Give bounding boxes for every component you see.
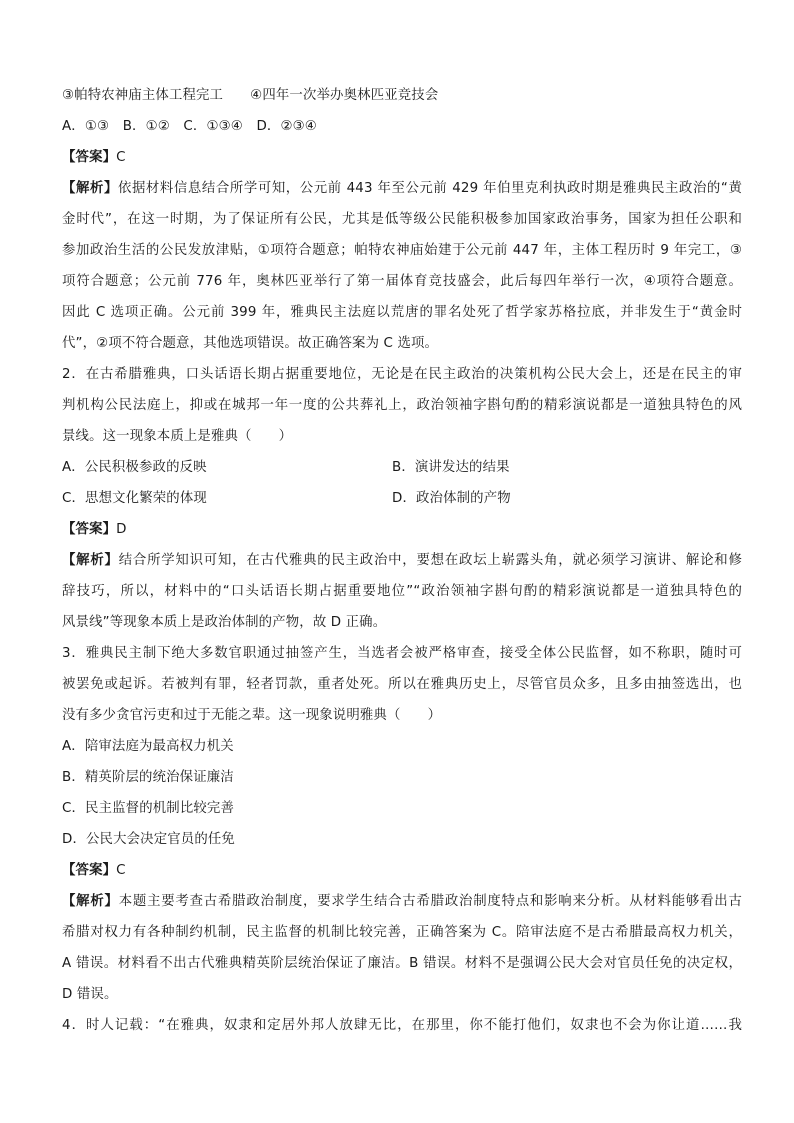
q1-answer — [62, 149, 742, 167]
q2-option-d: D．政治体制的产物 — [392, 491, 511, 506]
q2-option-c: C．思想文化繁荣的体现 — [62, 491, 207, 506]
answer-value: C — [116, 863, 126, 878]
q3-option-a: A．陪审法庭为最高权力机关 — [62, 739, 234, 754]
q2-options-row-1 — [62, 459, 742, 477]
q1-options-line: ③帕特农神庙主体工程完工 ④四年一次举办奥林匹亚竞技会 — [62, 88, 439, 103]
q2-analysis-line-2: 辞技巧，所以，材料中的“口头话语长期占据重要地位”“政治领袖字斟句酌的精彩演说都是一道独具特色的 — [62, 584, 742, 599]
q3-stem-line-3: 没有多少贪官污吏和过于无能之辈。这一现象说明雅典（ ） — [62, 708, 442, 723]
q1-analysis-line-6: 代”，②项不符合题意，其他选项错误。故正确答案为 C 选项。 — [62, 336, 439, 351]
q4-stem-line-1: 4．时人记载：“在雅典，奴隶和定居外邦人放肆无比，在那里，你不能打他们，奴隶也不会为你让道……我 — [62, 1018, 742, 1033]
answer-value: C — [116, 150, 126, 165]
q2-stem-line-2: 判机构公民法庭上，抑或在城邦一年一度的公共葬礼上，政治领袖字斟句酌的精彩演说都是一道独具特色的风 — [62, 398, 742, 413]
q1-analysis-line-5: 因此 C 选项正确。公元前 399 年，雅典民主法庭以荒唐的罪名处死了哲学家苏格拉底，并非发生于“黄金时 — [62, 305, 742, 320]
q3-stem-line-2: 被罢免或起诉。若被判有罪，轻者罚款，重者处死。所以在雅典历史上，尽管官员众多，且多由抽签选出，也 — [62, 677, 742, 692]
q3-option-c: C．民主监督的机制比较完善 — [62, 801, 234, 816]
q2-stem-line-3: 景线。这一现象本质上是雅典（ ） — [62, 429, 293, 444]
q3-option-d: D．公民大会决定官员的任免 — [62, 832, 235, 847]
q2-analysis-line-1: 【解析】结合所学知识可知，在古代雅典的民主政治中，要想在政坛上崭露头角，就必须学习演讲、解论和修 — [62, 553, 742, 568]
analysis-tag: 【解析】 — [62, 894, 119, 909]
q3-answer — [62, 862, 742, 880]
q3-analysis-line-4: D 错误。 — [62, 987, 118, 1002]
q1-analysis-line-3: 参加政治生活的公民发放津贴，①项符合题意；帕特农神庙始建于公元前 447 年，主体工程历时 9 年完工，③ — [62, 243, 742, 258]
q2-answer — [62, 521, 742, 539]
q2-options-row-2 — [62, 490, 742, 508]
q1-analysis-line-4: 项符合题意；公元前 776 年，奥林匹亚举行了第一届体育竞技盛会，此后每四年举行一次，④项符合题意。 — [62, 274, 742, 289]
analysis-tag: 【解析】 — [62, 553, 119, 568]
q2-stem-line-1: 2．在古希腊雅典，口头话语长期占据重要地位，无论是在民主政治的决策机构公民大会上，还是在民主的审 — [62, 367, 742, 382]
q2-option-b: B．演讲发达的结果 — [392, 460, 510, 475]
answer-tag: 【答案】 — [62, 863, 117, 878]
q2-analysis-line-3: 风景线”等现象本质上是政治体制的产物，故 D 正确。 — [62, 615, 387, 630]
q3-stem-line-1: 3．雅典民主制下绝大多数官职通过抽签产生，当选者会被严格审查，接受全体公民监督，如不称职，随时可 — [62, 646, 742, 661]
answer-tag: 【答案】 — [62, 522, 117, 537]
q1-analysis-line-2: 金时代”，在这一时期，为了保证所有公民，尤其是低等级公民能积极参加国家政治事务，国家为担任公职和 — [62, 212, 742, 227]
q3-option-b: B．精英阶层的统治保证廉洁 — [62, 770, 234, 785]
q1-choices: A．①③ B．①② C．①③④ D．②③④ — [62, 119, 317, 134]
analysis-tag: 【解析】 — [62, 181, 118, 196]
answer-value: D — [116, 522, 127, 537]
q2-option-a: A．公民积极参政的反映 — [62, 460, 207, 475]
q3-analysis-line-1: 【解析】本题主要考查古希腊政治制度，要求学生结合古希腊政治制度特点和影响来分析。从材料能够看出古 — [62, 894, 742, 909]
q3-analysis-line-2: 希腊对权力有各种制约机制，民主监督的机制比较完善，正确答案为 C。陪审法庭不是古希腊最高权力机关， — [62, 925, 742, 940]
q1-analysis-line-1: 【解析】依据材料信息结合所学可知，公元前 443 年至公元前 429 年伯里克利执政时期是雅典民主政治的“黄 — [62, 181, 742, 196]
answer-tag: 【答案】 — [62, 150, 117, 165]
q3-analysis-line-3: A 错误。材料看不出古代雅典精英阶层统治保证了廉洁。B 错误。材料不是强调公民大会对官员任免的决定权， — [62, 956, 742, 971]
